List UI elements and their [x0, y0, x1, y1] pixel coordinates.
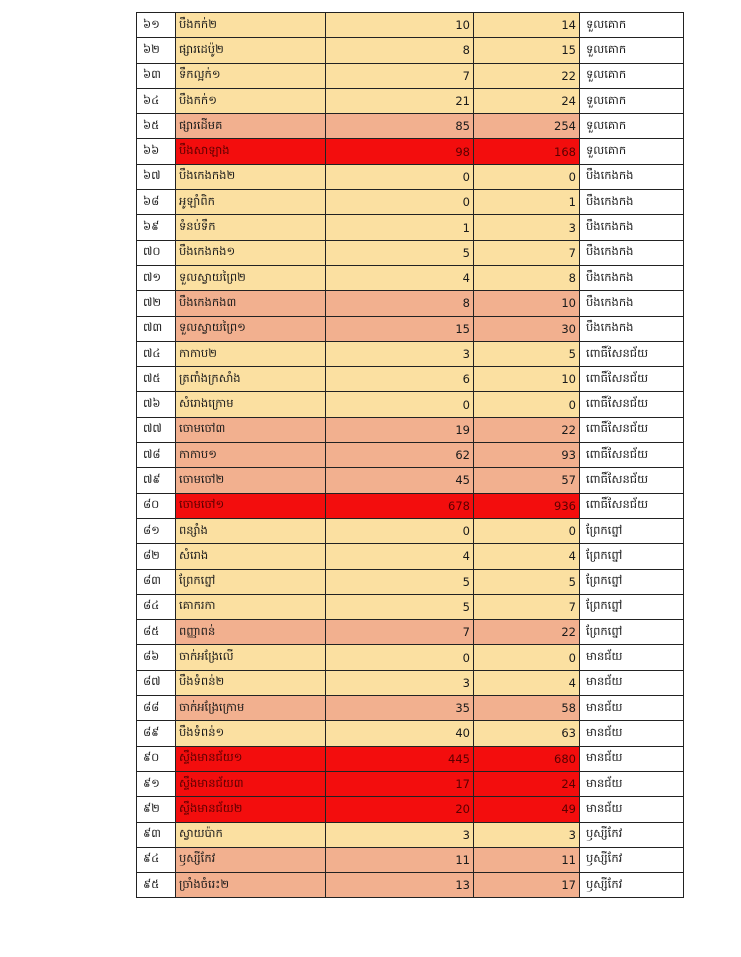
count-b-cell: 936: [474, 494, 580, 518]
count-a-cell: 4: [326, 266, 474, 290]
table-row: [137, 595, 684, 620]
district-cell: ពោធិ៍សែនជ័យ: [580, 367, 684, 391]
count-a-cell: 7: [326, 620, 474, 644]
district-cell: មានជ័យ: [580, 645, 684, 669]
district-cell: មានជ័យ: [580, 671, 684, 695]
count-a-cell: 35: [326, 696, 474, 720]
commune-name-cell: បឹងកេងកង៣: [176, 291, 326, 315]
count-b-cell: 1: [474, 190, 580, 214]
count-a-cell: 13: [326, 873, 474, 897]
row-number-cell: ៨២: [137, 544, 176, 568]
count-a-cell: 11: [326, 848, 474, 872]
count-a-cell: 678: [326, 494, 474, 518]
table-row: [137, 392, 684, 417]
district-cell: ព្រែកព្នៅ: [580, 570, 684, 594]
district-cell: មានជ័យ: [580, 747, 684, 771]
count-a-cell: 6: [326, 367, 474, 391]
row-number-cell: ៨៤: [137, 595, 176, 619]
table-row: [137, 519, 684, 544]
row-number-cell: ៨៩: [137, 721, 176, 745]
row-number-cell: ៦៧: [137, 165, 176, 189]
commune-name-cell: ស្ទឹងមានជ័យ៣: [176, 772, 326, 796]
commune-name-cell: ចាក់អង្រែក្រោម: [176, 696, 326, 720]
district-cell: មានជ័យ: [580, 696, 684, 720]
count-a-cell: 3: [326, 823, 474, 847]
commune-name-cell: ទឹកល្អក់១: [176, 64, 326, 88]
count-b-cell: 680: [474, 747, 580, 771]
commune-name-cell: បឹងកេងកង២: [176, 165, 326, 189]
district-cell: ទួលគោក: [580, 38, 684, 62]
district-cell: ពោធិ៍សែនជ័យ: [580, 443, 684, 467]
row-number-cell: ៦១: [137, 13, 176, 37]
commune-name-cell: ព្រែកព្នៅ: [176, 570, 326, 594]
count-a-cell: 3: [326, 671, 474, 695]
row-number-cell: ៩០: [137, 747, 176, 771]
district-cell: ឫស្សីកែវ: [580, 823, 684, 847]
count-a-cell: 15: [326, 317, 474, 341]
commune-name-cell: ចោមចៅ១: [176, 494, 326, 518]
count-a-cell: 0: [326, 392, 474, 416]
row-number-cell: ៨៧: [137, 671, 176, 695]
row-number-cell: ៧០: [137, 241, 176, 265]
row-number-cell: ៦៨: [137, 190, 176, 214]
row-number-cell: ៩៣: [137, 823, 176, 847]
commune-name-cell: អូឡាំពិក: [176, 190, 326, 214]
row-number-cell: ៨៦: [137, 645, 176, 669]
table-row: [137, 89, 684, 114]
table-row: [137, 494, 684, 519]
count-b-cell: 49: [474, 797, 580, 821]
district-cell: ឫស្សីកែវ: [580, 848, 684, 872]
count-b-cell: 63: [474, 721, 580, 745]
row-number-cell: ៧៧: [137, 418, 176, 442]
table-row: [137, 544, 684, 569]
district-cell: ទួលគោក: [580, 89, 684, 113]
commune-name-cell: បឹងកក់២: [176, 13, 326, 37]
table-row: [137, 873, 684, 898]
count-b-cell: 10: [474, 291, 580, 315]
row-number-cell: ៧២: [137, 291, 176, 315]
count-a-cell: 62: [326, 443, 474, 467]
table-row: [137, 696, 684, 721]
row-number-cell: ៨៨: [137, 696, 176, 720]
commune-name-cell: សំរោងក្រោម: [176, 392, 326, 416]
count-b-cell: 0: [474, 519, 580, 543]
table-row: [137, 367, 684, 392]
count-a-cell: 7: [326, 64, 474, 88]
row-number-cell: ៧៣: [137, 317, 176, 341]
district-cell: បឹងកេងកង: [580, 317, 684, 341]
district-cell: បឹងកេងកង: [580, 215, 684, 239]
commune-name-cell: ត្រពាំងក្រសាំង: [176, 367, 326, 391]
row-number-cell: ៦៤: [137, 89, 176, 113]
row-number-cell: ៦៦: [137, 139, 176, 163]
count-a-cell: 40: [326, 721, 474, 745]
table-row: [137, 114, 684, 139]
table-row: [137, 266, 684, 291]
count-b-cell: 22: [474, 64, 580, 88]
count-a-cell: 8: [326, 291, 474, 315]
table-row: [137, 317, 684, 342]
commune-name-cell: ចោមចៅ៣: [176, 418, 326, 442]
district-cell: ទួលគោក: [580, 114, 684, 138]
count-a-cell: 10: [326, 13, 474, 37]
commune-name-cell: បឹងកេងកង១: [176, 241, 326, 265]
count-b-cell: 24: [474, 89, 580, 113]
commune-name-cell: ទំនប់ទឹក: [176, 215, 326, 239]
count-b-cell: 10: [474, 367, 580, 391]
count-b-cell: 22: [474, 620, 580, 644]
commune-name-cell: ចាក់អង្រែលើ: [176, 645, 326, 669]
commune-name-cell: បឹងសាឡាង: [176, 139, 326, 163]
count-b-cell: 254: [474, 114, 580, 138]
commune-name-cell: ច្រាំងចំរេះ២: [176, 873, 326, 897]
commune-name-cell: បឹងទំពន់២: [176, 671, 326, 695]
commune-name-cell: ស្ទឹងមានជ័យ២: [176, 797, 326, 821]
row-number-cell: ៨០: [137, 494, 176, 518]
commune-name-cell: ផ្សារដេប៉ូ២: [176, 38, 326, 62]
count-a-cell: 0: [326, 190, 474, 214]
count-b-cell: 14: [474, 13, 580, 37]
count-a-cell: 4: [326, 544, 474, 568]
commune-name-cell: ស្ទឹងមានជ័យ១: [176, 747, 326, 771]
count-a-cell: 5: [326, 595, 474, 619]
district-cell: ពោធិ៍សែនជ័យ: [580, 342, 684, 366]
table-row: [137, 443, 684, 468]
table-row: [137, 342, 684, 367]
row-number-cell: ៩៥: [137, 873, 176, 897]
count-a-cell: 3: [326, 342, 474, 366]
count-a-cell: 0: [326, 519, 474, 543]
table-row: [137, 797, 684, 822]
count-b-cell: 5: [474, 570, 580, 594]
table-row: [137, 721, 684, 746]
table-row: [137, 671, 684, 696]
row-number-cell: ៨១: [137, 519, 176, 543]
table-row: [137, 64, 684, 89]
count-a-cell: 98: [326, 139, 474, 163]
count-b-cell: 24: [474, 772, 580, 796]
table-row: [137, 241, 684, 266]
table-row: [137, 165, 684, 190]
count-a-cell: 85: [326, 114, 474, 138]
district-cell: មានជ័យ: [580, 772, 684, 796]
row-number-cell: ៧៨: [137, 443, 176, 467]
commune-name-cell: ពន្សាំង: [176, 519, 326, 543]
table-row: [137, 772, 684, 797]
district-cell: ព្រែកព្នៅ: [580, 544, 684, 568]
commune-name-cell: បឹងទំពន់១: [176, 721, 326, 745]
district-cell: ទួលគោក: [580, 64, 684, 88]
count-b-cell: 7: [474, 595, 580, 619]
district-cell: ឫស្សីកែវ: [580, 873, 684, 897]
count-b-cell: 0: [474, 392, 580, 416]
count-b-cell: 4: [474, 671, 580, 695]
district-cell: បឹងកេងកង: [580, 266, 684, 290]
table-row: [137, 620, 684, 645]
table-row: [137, 418, 684, 443]
count-b-cell: 15: [474, 38, 580, 62]
count-a-cell: 1: [326, 215, 474, 239]
district-cell: ពោធិ៍សែនជ័យ: [580, 468, 684, 492]
row-number-cell: ៧៤: [137, 342, 176, 366]
count-b-cell: 8: [474, 266, 580, 290]
commune-name-cell: ពញ្ញាពន់: [176, 620, 326, 644]
count-a-cell: 20: [326, 797, 474, 821]
count-b-cell: 58: [474, 696, 580, 720]
district-cell: ពោធិ៍សែនជ័យ: [580, 418, 684, 442]
district-cell: ពោធិ៍សែនជ័យ: [580, 494, 684, 518]
row-number-cell: ៧៦: [137, 392, 176, 416]
row-number-cell: ៩៤: [137, 848, 176, 872]
count-a-cell: 45: [326, 468, 474, 492]
count-b-cell: 168: [474, 139, 580, 163]
count-b-cell: 3: [474, 823, 580, 847]
table-row: [137, 139, 684, 164]
district-cell: បឹងកេងកង: [580, 165, 684, 189]
row-number-cell: ៨៣: [137, 570, 176, 594]
row-number-cell: ៩១: [137, 772, 176, 796]
commune-name-cell: គោករកា: [176, 595, 326, 619]
count-a-cell: 5: [326, 241, 474, 265]
count-b-cell: 22: [474, 418, 580, 442]
district-cell: ព្រែកព្នៅ: [580, 620, 684, 644]
commune-name-cell: កាកាប២: [176, 342, 326, 366]
row-number-cell: ៦៣: [137, 64, 176, 88]
district-cell: ពោធិ៍សែនជ័យ: [580, 392, 684, 416]
district-cell: បឹងកេងកង: [580, 190, 684, 214]
count-a-cell: 21: [326, 89, 474, 113]
row-number-cell: ៨៥: [137, 620, 176, 644]
count-b-cell: 5: [474, 342, 580, 366]
table-row: [137, 215, 684, 240]
count-a-cell: 445: [326, 747, 474, 771]
commune-name-cell: សំរោង: [176, 544, 326, 568]
table-row: [137, 38, 684, 63]
district-cell: បឹងកេងកង: [580, 291, 684, 315]
table-row: [137, 747, 684, 772]
table-row: [137, 190, 684, 215]
table-row: [137, 823, 684, 848]
data-table: [136, 12, 684, 898]
row-number-cell: ៧៩: [137, 468, 176, 492]
district-cell: ព្រែកព្នៅ: [580, 519, 684, 543]
district-cell: បឹងកេងកង: [580, 241, 684, 265]
count-b-cell: 57: [474, 468, 580, 492]
district-cell: ទួលគោក: [580, 13, 684, 37]
row-number-cell: ៧១: [137, 266, 176, 290]
count-b-cell: 7: [474, 241, 580, 265]
commune-name-cell: ចោមចៅ២: [176, 468, 326, 492]
row-number-cell: ៦៥: [137, 114, 176, 138]
commune-name-cell: ឫស្សីកែវ: [176, 848, 326, 872]
district-cell: មានជ័យ: [580, 721, 684, 745]
count-b-cell: 30: [474, 317, 580, 341]
count-a-cell: 17: [326, 772, 474, 796]
district-cell: ព្រែកព្នៅ: [580, 595, 684, 619]
table-row: [137, 13, 684, 38]
count-a-cell: 5: [326, 570, 474, 594]
row-number-cell: ៩២: [137, 797, 176, 821]
commune-name-cell: ទួលស្វាយព្រៃ២: [176, 266, 326, 290]
count-b-cell: 4: [474, 544, 580, 568]
count-b-cell: 17: [474, 873, 580, 897]
row-number-cell: ៦២: [137, 38, 176, 62]
district-cell: ទួលគោក: [580, 139, 684, 163]
commune-name-cell: ទួលស្វាយព្រៃ១: [176, 317, 326, 341]
table-row: [137, 570, 684, 595]
count-b-cell: 3: [474, 215, 580, 239]
count-b-cell: 93: [474, 443, 580, 467]
table-row: [137, 291, 684, 316]
count-b-cell: 0: [474, 165, 580, 189]
row-number-cell: ៧៥: [137, 367, 176, 391]
table-row: [137, 468, 684, 493]
commune-name-cell: បឹងកក់១: [176, 89, 326, 113]
count-b-cell: 11: [474, 848, 580, 872]
count-b-cell: 0: [474, 645, 580, 669]
commune-name-cell: ស្វាយប៉ាក: [176, 823, 326, 847]
count-a-cell: 19: [326, 418, 474, 442]
count-a-cell: 8: [326, 38, 474, 62]
table-row: [137, 645, 684, 670]
district-cell: មានជ័យ: [580, 797, 684, 821]
count-a-cell: 0: [326, 645, 474, 669]
count-a-cell: 0: [326, 165, 474, 189]
row-number-cell: ៦៩: [137, 215, 176, 239]
commune-name-cell: ផ្សារដើមគ: [176, 114, 326, 138]
table-row: [137, 848, 684, 873]
commune-name-cell: កាកាប១: [176, 443, 326, 467]
